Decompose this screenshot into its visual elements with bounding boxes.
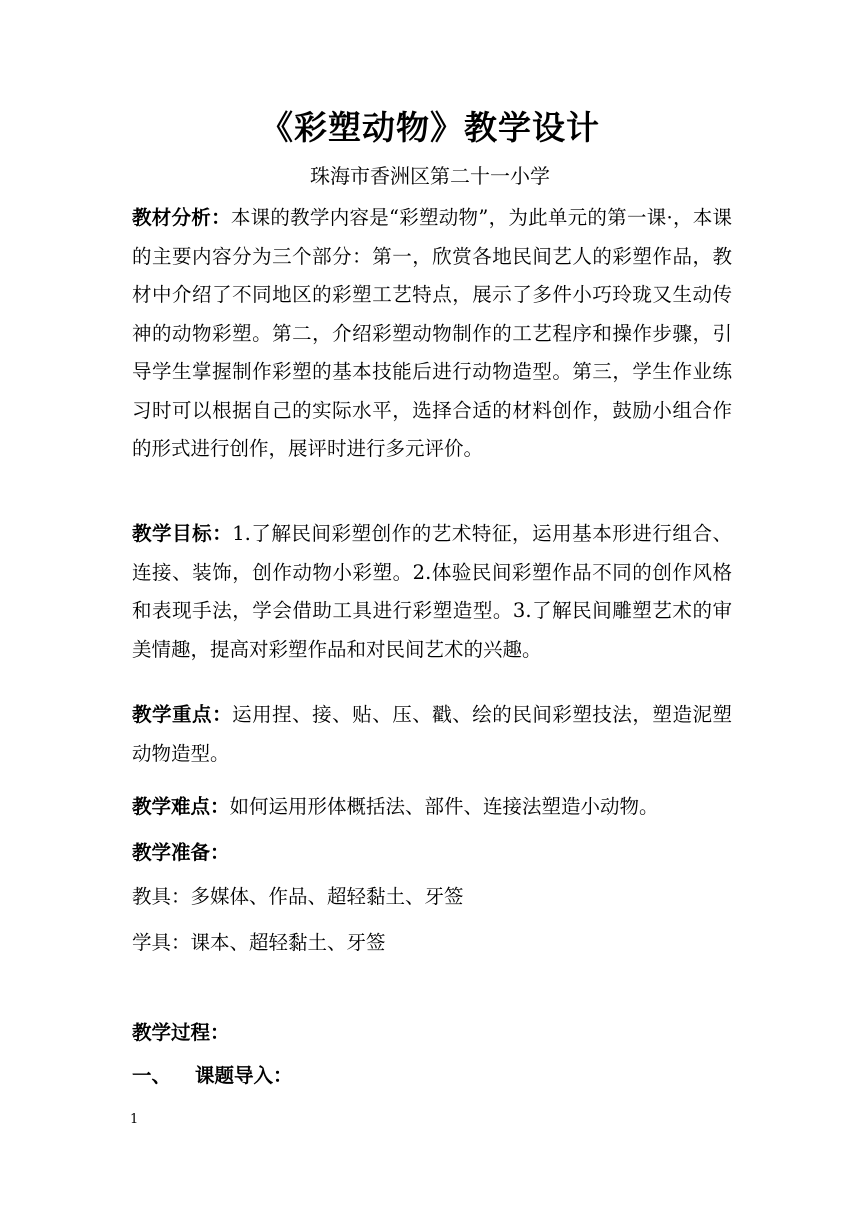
preparation-heading: 教学准备： xyxy=(132,841,230,864)
difficulties-text: 如何运用形体概括法、部件、连接法塑造小动物。 xyxy=(229,795,659,818)
student-tools-line: 学具：课本、超轻黏土、牙签 xyxy=(132,931,386,954)
analysis-label: 教材分析： xyxy=(132,206,231,229)
difficulties-line xyxy=(132,791,659,819)
step1-title: 课题导入： xyxy=(195,1064,293,1087)
step1-heading xyxy=(132,1060,293,1088)
key-points-paragraph xyxy=(132,696,732,773)
key-points-label: 教学重点： xyxy=(132,703,233,726)
difficulties-label: 教学难点： xyxy=(132,795,230,818)
analysis-text: 本课的教学内容是“彩塑动物”，为此单元的第一课·，本课的主要内容分为三个部分：第一，欣赏各地民间艺人的彩塑作品，教材中介绍了不同地区的彩塑工艺特点，展示了多件小巧玲珑又生动传神的动物彩塑。第二，介绍彩塑动物制作的工艺程序和操作步骤，引导学生掌握制作彩塑的基本技能后进行动物造型。第三，学生作业练习时可以根据自己的实际水平，选择合适的材料创作，鼓励小组合作的形式进行创作，展评时进行多元评价。 xyxy=(132,206,732,460)
objectives-label: 教学目标： xyxy=(132,522,233,545)
step1-number: 一、 xyxy=(132,1064,172,1087)
objectives-text: 1.了解民间彩塑创作的艺术特征，运用基本形进行组合、连接、装饰，创作动物小彩塑。2.体验民间彩塑作品不同的创作风格和表现手法，学会借助工具进行彩塑造型。3.了解民间雕塑艺术的审美情趣，提高对彩塑作品和对民间艺术的兴趣。 xyxy=(132,522,732,661)
document-title: 《彩塑动物》教学设计 xyxy=(260,108,600,147)
key-points-text: 运用捏、接、贴、压、戳、绘的民间彩塑技法，塑造泥塑动物造型。 xyxy=(132,703,732,765)
page-number: 1 xyxy=(130,1112,139,1127)
analysis-paragraph xyxy=(132,199,732,469)
teacher-tools-line: 教具：多媒体、作品、超轻黏土、牙签 xyxy=(132,885,464,908)
objectives-paragraph xyxy=(132,515,732,669)
school-name: 珠海市香洲区第二十一小学 xyxy=(310,164,550,188)
process-heading: 教学过程： xyxy=(132,1021,230,1044)
